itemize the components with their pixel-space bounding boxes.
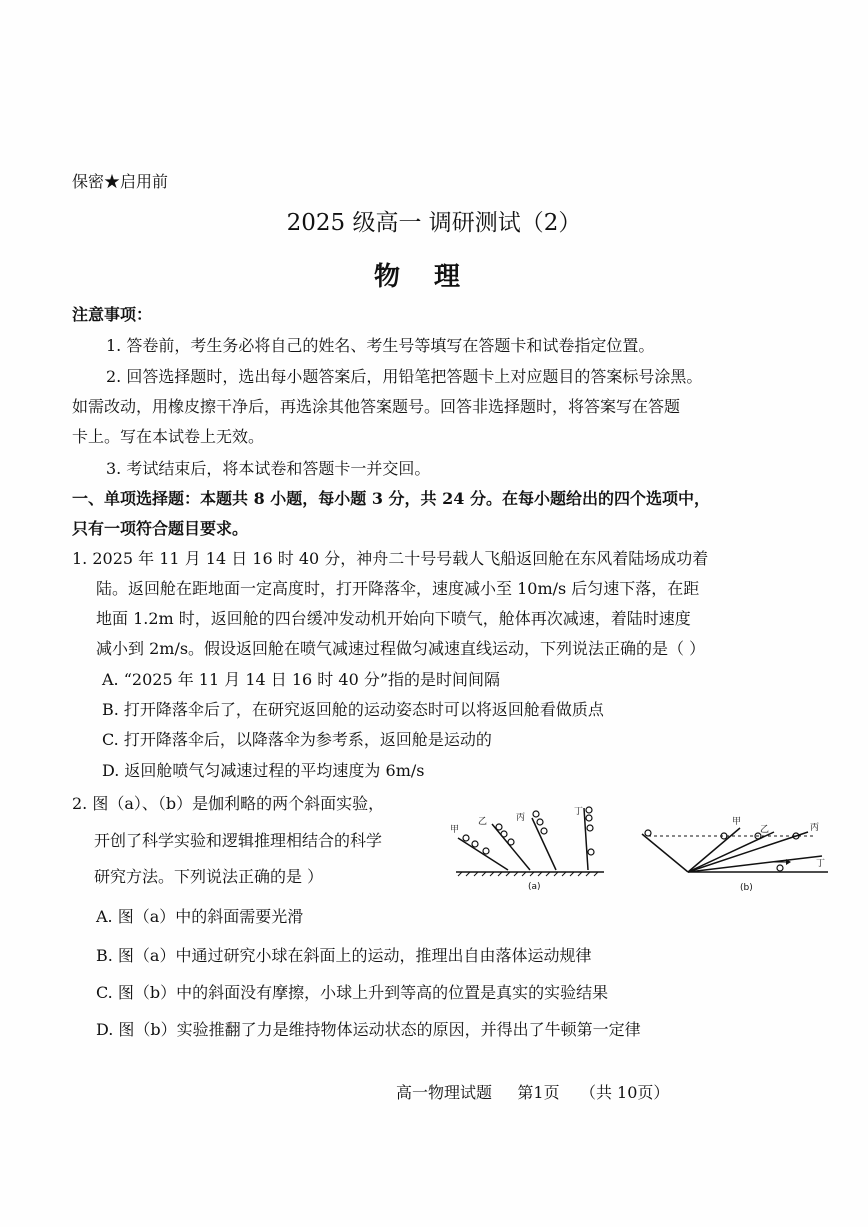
q2-stem-line: 开创了科学实验和逻辑推理相结合的科学: [94, 831, 383, 850]
figure-a-label: 丙: [516, 813, 526, 823]
notice-item: 3. 考试结束后，将本试卷和答题卡一并交回。: [106, 459, 431, 478]
figure-b-label: 乙: [760, 825, 770, 835]
figure-a-incline-experiment: [448, 800, 618, 895]
figure-a-label: 甲: [450, 825, 460, 835]
q2-stem-line: 2. 图（a）、（b）是伽利略的两个斜面实验，: [72, 794, 385, 813]
notice-item: 1. 答卷前，考生务必将自己的姓名、考生号等填写在答题卡和试卷指定位置。: [106, 336, 655, 355]
q1-option-a: A. “2025 年 11 月 14 日 16 时 40 分”指的是时间间隔: [102, 670, 501, 689]
q2-option-d: D. 图（b）实验推翻了力是维持物体运动状态的原因，并得出了牛顿第一定律: [96, 1020, 641, 1039]
notice-heading: 注意事项：: [72, 305, 153, 324]
figure-b-label: 丙: [810, 823, 820, 833]
figure-a-caption: (a): [528, 882, 541, 892]
subject-title: 物理: [373, 262, 494, 292]
q1-option-c: C. 打开降落伞后，以降落伞为参考系，返回舱是运动的: [102, 730, 492, 749]
notice-item: 卡上。写在本试卷上无效。: [72, 427, 265, 446]
q1-option-d: D. 返回舱喷气匀减速过程的平均速度为 6m/s: [102, 761, 425, 780]
q2-stem-line: 研究方法。下列说法正确的是 ）: [94, 867, 324, 886]
notice-item: 2. 回答选择题时，选出每小题答案后，用铅笔把答题卡上对应题目的答案标号涂黑。: [106, 367, 703, 386]
q2-option-b: B. 图（a）中通过研究小球在斜面上的运动，推理出自由落体运动规律: [96, 946, 592, 965]
q1-stem-line: 1. 2025 年 11 月 14 日 16 时 40 分，神舟二十号号载人飞船返回舱在东风着陆场成功着: [72, 549, 709, 568]
figure-b-label: 丁: [816, 859, 826, 869]
q1-stem-line: 陆。返回舱在距地面一定高度时，打开降落伞，速度减小至 10m/s 后匀速下落，在距: [96, 579, 700, 598]
q2-option-c: C. 图（b）中的斜面没有摩擦，小球上升到等高的位置是真实的实验结果: [96, 983, 609, 1002]
q1-option-b: B. 打开降落伞后了，在研究返回舱的运动姿态时可以将返回舱看做质点: [102, 700, 604, 719]
q2-option-a: A. 图（a）中的斜面需要光滑: [96, 907, 304, 926]
figure-b-caption: (b): [740, 883, 753, 893]
figure-a-label: 丁: [574, 807, 584, 817]
q1-stem-line: 地面 1.2m 时，返回舱的四台缓冲发动机开始向下喷气，舱体再次减速，着陆时速度: [96, 609, 691, 628]
figure-b-label: 甲: [732, 817, 742, 827]
figure-b-double-incline-experiment: [636, 812, 836, 894]
section-heading: 一、单项选择题：本题共 8 小题，每小题 3 分，共 24 分。在每小题给出的四个选项中，: [72, 489, 710, 508]
q1-stem-line: 减小到 2m/s。假设返回舱在喷气减速过程做匀减速直线运动，下列说法正确的是（ ）: [96, 639, 706, 658]
figure-a-label: 乙: [478, 817, 488, 827]
notice-item: 如需改动，用橡皮擦干净后，再选涂其他答案题号。回答非选择题时，将答案写在答题: [72, 397, 681, 416]
section-heading-cont: 只有一项符合题目要求。: [72, 519, 249, 538]
page-footer: 高一物理试题 第1页 （共 10页）: [396, 1083, 670, 1102]
exam-title: 2025 级高一 调研测试（2）: [286, 210, 582, 236]
confidential-label: 保密★启用前: [72, 172, 169, 191]
